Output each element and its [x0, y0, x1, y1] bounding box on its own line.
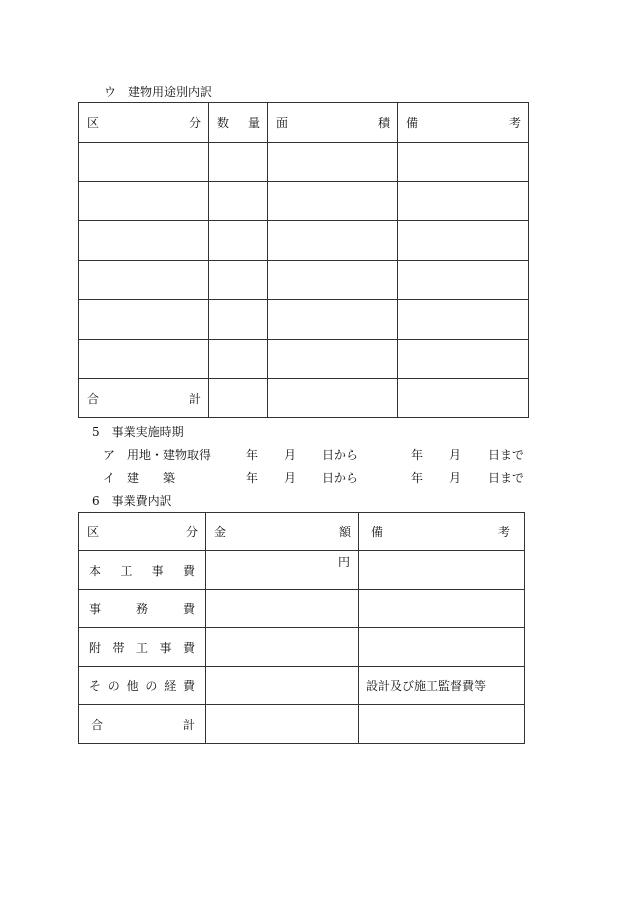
row-char: 務	[135, 602, 148, 616]
row-char: の	[107, 679, 120, 693]
section-5-title: 5 事業実施時期	[92, 425, 184, 439]
project-cost-table	[78, 512, 525, 744]
total-label-1: 合	[87, 391, 100, 406]
table-row	[79, 143, 529, 182]
row-char: 経	[164, 679, 177, 693]
start-year-label: 年	[246, 471, 259, 485]
total-row	[79, 705, 525, 744]
row-char: 事	[151, 563, 164, 578]
start-day-label: 日から	[322, 471, 359, 485]
schedule-row-construction	[0, 469, 630, 485]
table-row	[79, 221, 529, 261]
row-char: 他	[126, 679, 139, 693]
total-label-2: 計	[182, 717, 195, 732]
header-amount-2: 額	[338, 525, 351, 539]
total-label-2: 計	[188, 391, 201, 406]
start-year-label: 年	[246, 448, 259, 462]
row-char: 帯	[112, 640, 125, 655]
row-char: 工	[120, 563, 133, 578]
row-char: そ	[89, 679, 102, 693]
table-row	[79, 182, 529, 221]
table-row	[79, 551, 525, 590]
header-quantity-2: 量	[247, 116, 260, 130]
end-day-label: 日まで	[488, 471, 525, 485]
end-year-label: 年	[411, 448, 424, 462]
table-row	[79, 667, 525, 705]
header-kubun-2: 分	[185, 525, 198, 539]
end-month-label: 月	[449, 471, 462, 485]
header-area-2: 積	[377, 116, 390, 130]
table-row	[79, 300, 529, 340]
schedule-label: ア 用地・建物取得	[103, 448, 212, 462]
schedule-label: イ 建 築	[103, 471, 176, 485]
row-char: 事	[89, 602, 102, 616]
header-area-1: 面	[276, 116, 289, 130]
start-month-label: 月	[284, 448, 297, 462]
section-heading-building-use: ウ 建物用途別内訳	[104, 85, 213, 99]
row-char: 工	[135, 640, 148, 655]
table-row	[79, 261, 529, 300]
total-label-1: 合	[91, 717, 104, 732]
row-char: 費	[182, 679, 195, 693]
header-remarks-2: 考	[497, 525, 510, 539]
row-char: 費	[182, 640, 195, 655]
total-row	[79, 379, 529, 418]
row-char: の	[145, 679, 158, 693]
end-year-label: 年	[411, 471, 424, 485]
header-kubun-1: 区	[87, 116, 100, 130]
end-day-label: 日まで	[488, 448, 525, 462]
start-day-label: 日から	[322, 448, 359, 462]
header-remarks-1: 備	[371, 525, 384, 539]
header-kubun-2: 分	[188, 116, 201, 130]
schedule-row-land	[0, 446, 630, 462]
table-row	[79, 590, 525, 628]
row-char: 費	[182, 602, 195, 616]
row-char: 附	[89, 640, 102, 655]
start-month-label: 月	[284, 471, 297, 485]
table-header-row	[79, 513, 525, 551]
header-remarks-1: 備	[406, 116, 419, 130]
header-kubun-1: 区	[87, 525, 100, 539]
row-char: 本	[89, 563, 102, 578]
row-char: 費	[182, 563, 195, 578]
header-remarks-2: 考	[508, 116, 521, 130]
yen-unit: 円	[337, 555, 350, 569]
table-header-row	[79, 103, 529, 143]
header-amount-1: 金	[214, 525, 227, 539]
table-row	[79, 340, 529, 379]
row-note: 設計及び施工監督費等	[366, 679, 487, 693]
section-6-title: 6 事業費内訳	[92, 494, 172, 508]
building-use-table	[78, 102, 529, 418]
header-quantity-1: 数	[217, 116, 230, 130]
end-month-label: 月	[449, 448, 462, 462]
table-row	[79, 628, 525, 667]
row-char: 事	[159, 640, 172, 655]
